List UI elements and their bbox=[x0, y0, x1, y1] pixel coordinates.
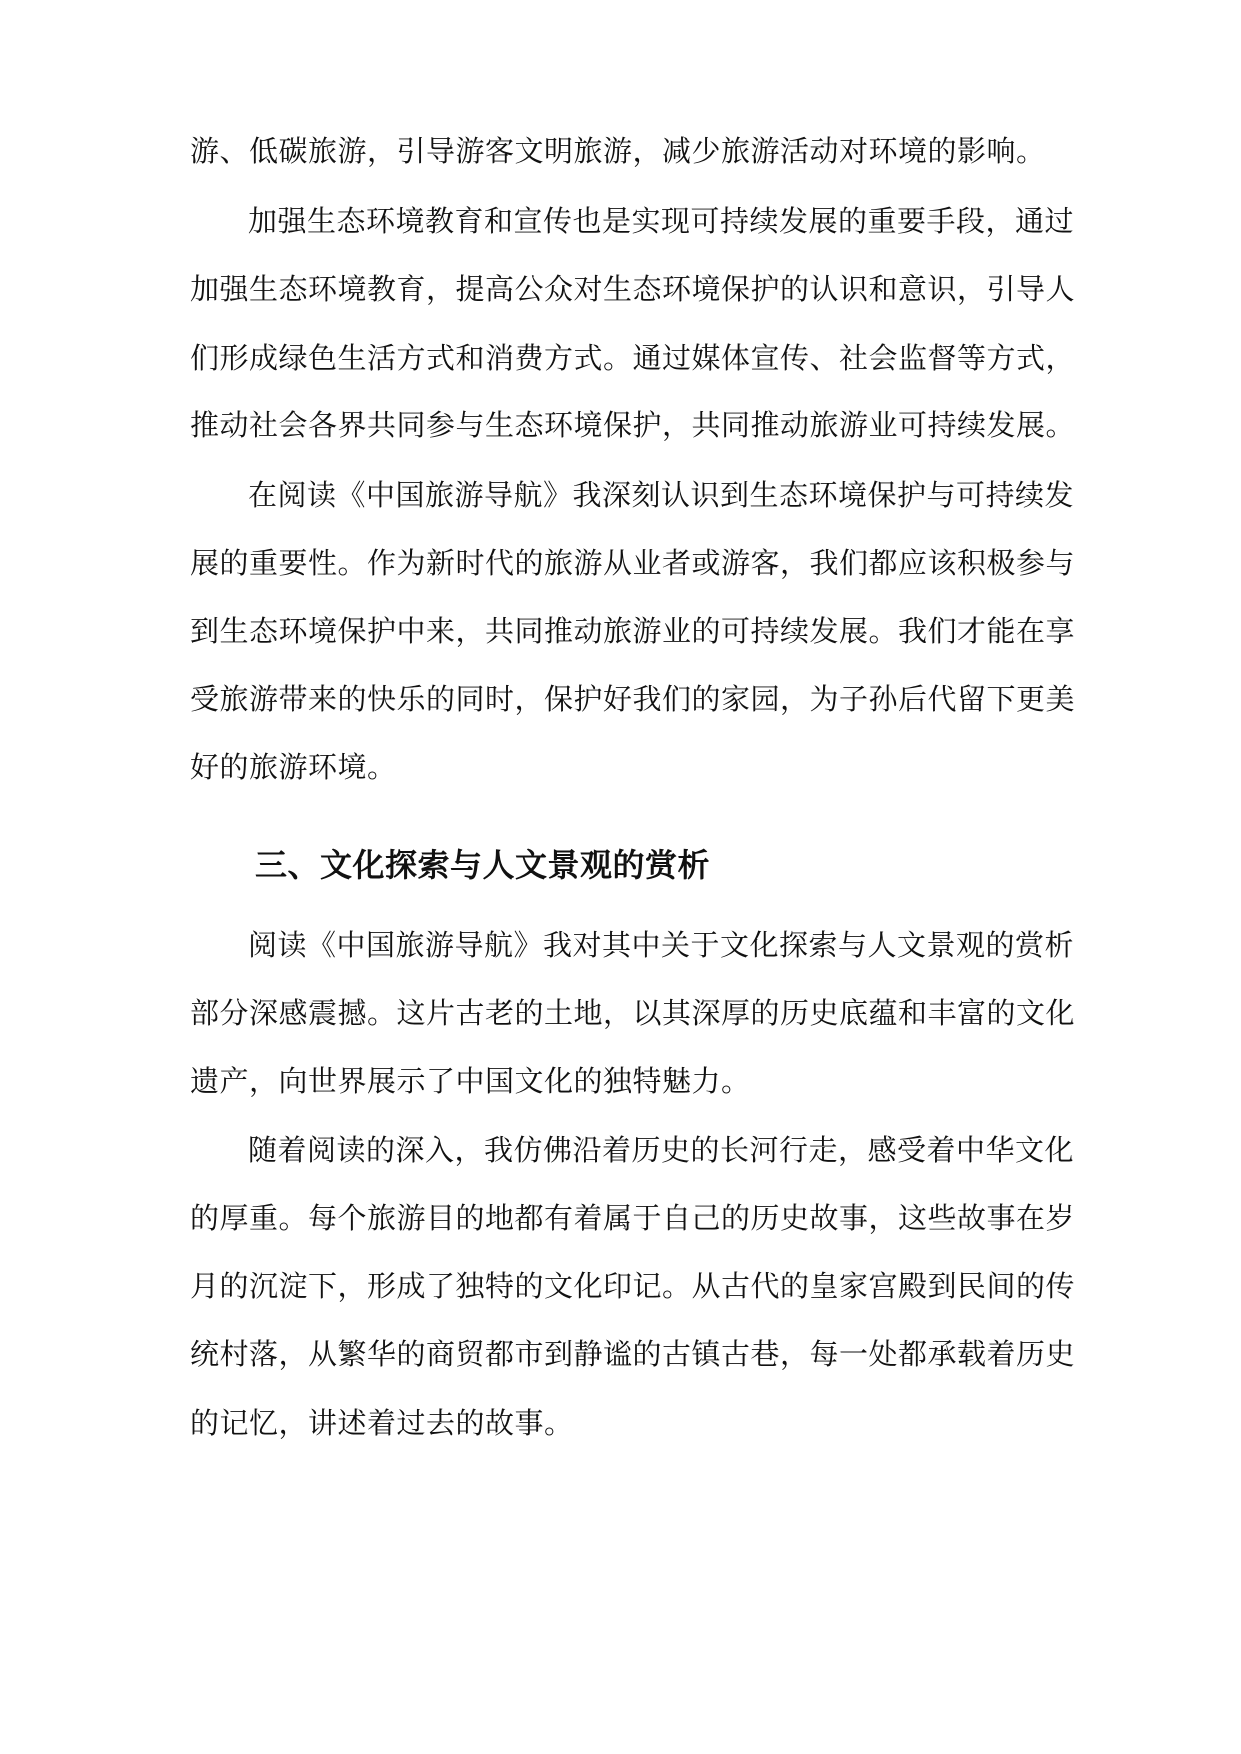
text-line: 部分深感震撼。这片古老的土地，以其深厚的历史底蕴和丰富的文化 bbox=[190, 996, 1076, 1030]
text-line: 加强生态环境教育和宣传也是实现可持续发展的重要手段，通过 bbox=[248, 204, 1075, 238]
text-line: 推动社会各界共同参与生态环境保护，共同推动旅游业可持续发展。 bbox=[190, 408, 1076, 442]
text-line: 们形成绿色生活方式和消费方式。通过媒体宣传、社会监督等方式， bbox=[190, 341, 1076, 375]
text-line: 遗产，向世界展示了中国文化的独特魅力。 bbox=[190, 1064, 751, 1098]
text-line: 统村落，从繁华的商贸都市到静谧的古镇古巷，每一处都承载着历史 bbox=[190, 1337, 1076, 1371]
text-line: 阅读《中国旅游导航》我对其中关于文化探索与人文景观的赏析 bbox=[248, 928, 1075, 962]
text-line: 游、低碳旅游，引导游客文明旅游，减少旅游活动对环境的影响。 bbox=[190, 134, 1046, 168]
text-line: 加强生态环境教育，提高公众对生态环境保护的认识和意识，引导人 bbox=[190, 272, 1076, 306]
text-line: 随着阅读的深入，我仿佛沿着历史的长河行走，感受着中华文化 bbox=[248, 1133, 1075, 1167]
text-line: 受旅游带来的快乐的同时，保护好我们的家园，为子孙后代留下更美 bbox=[190, 682, 1076, 716]
text-line: 展的重要性。作为新时代的旅游从业者或游客，我们都应该积极参与 bbox=[190, 546, 1076, 580]
text-line: 到生态环境保护中来，共同推动旅游业的可持续发展。我们才能在享 bbox=[190, 614, 1076, 648]
section-heading: 三、文化探索与人文景观的赏析 bbox=[255, 846, 711, 884]
text-line: 月的沉淀下，形成了独特的文化印记。从古代的皇家宫殿到民间的传 bbox=[190, 1269, 1076, 1303]
text-line: 的记忆，讲述着过去的故事。 bbox=[190, 1406, 574, 1440]
text-line: 好的旅游环境。 bbox=[190, 750, 397, 784]
text-line: 在阅读《中国旅游导航》我深刻认识到生态环境保护与可持续发 bbox=[248, 478, 1075, 512]
text-line: 的厚重。每个旅游目的地都有着属于自己的历史故事，这些故事在岁 bbox=[190, 1201, 1076, 1235]
